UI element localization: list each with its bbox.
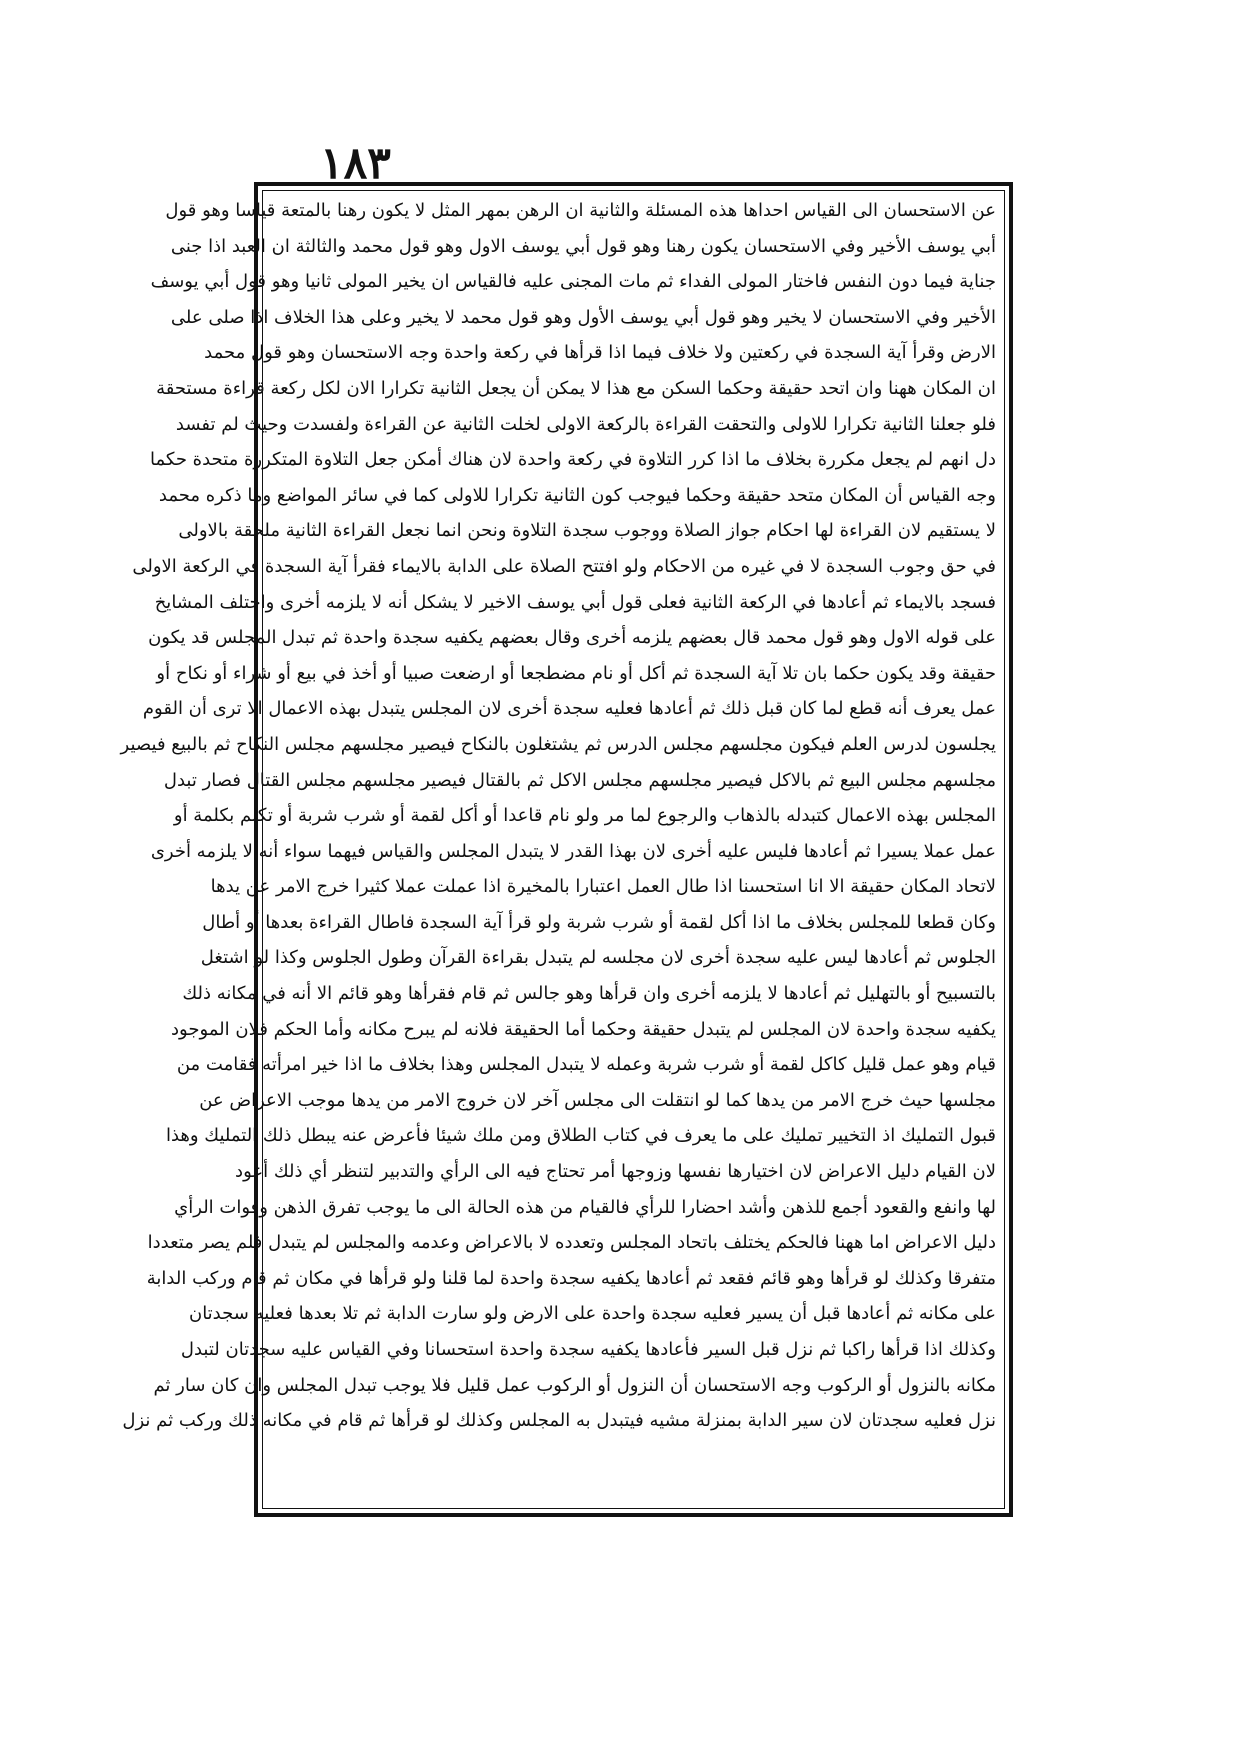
text-line: لاتحاد المكان حقيقة الا انا استحسنا اذا طال العمل اعتبارا بالمخيرة اذا عملت عملا كثيرا خرج الامر عن يدها bbox=[210, 876, 996, 898]
text-line: بالتسبيح أو بالتهليل ثم أعادها لا يلزمه أخرى وان قرأها وهو جالس ثم قام فقرأها وهو قائم الا أنه في مكانه ذلك bbox=[182, 983, 996, 1005]
text-line: فلو جعلنا الثانية تكرارا للاولى والتحقت القراءة بالركعة الاولى لخلت الثانية عن القراءة ولفسدت وحيث لم تفسد bbox=[175, 413, 996, 435]
text-line: عمل يعرف أنه قطع لما كان قبل ذلك ثم أعادها فعليه سجدة أخرى لان المجلس يتبدل بهذه الاعمال الا ترى أن القوم bbox=[142, 698, 996, 720]
text-line: أبي يوسف الأخير وفي الاستحسان يكون رهنا وهو قول أبي يوسف الاول وهو قول محمد والثالثة ان العبد اذا جنى bbox=[170, 235, 996, 257]
text-line: فسجد بالايماء ثم أعادها في الركعة الثانية فعلى قول أبي يوسف الاخير لا يشكل أنه لا يلزمه أخرى واختلف المشايخ bbox=[154, 591, 996, 613]
text-line: حقيقة وقد يكون حكما بان تلا آية السجدة ثم أكل أو نام مضطجعا أو ارضعت صبيا أو أخذ في بيع أو شراء أو نكاح أو bbox=[156, 662, 996, 684]
text-line: مجلسها حيث خرج الامر من يدها كما لو انتقلت الى مجلس آخر لان خروج الامر من يدها موجب الاعراض عن bbox=[199, 1089, 996, 1111]
text-line: نزل فعليه سجدتان لان سير الدابة بمنزلة مشيه فيتبدل به المجلس وكذلك لو قرأها ثم قام في مكانه ذلك وركب ثم نزل bbox=[122, 1410, 996, 1432]
page-number: ١٨٣ bbox=[320, 138, 391, 189]
text-block bbox=[120, 190, 1005, 1509]
text-line: مكانه بالنزول أو الركوب وجه الاستحسان أن النزول أو الركوب عمل قليل فلا يوجب تبدل المجلس وان كان سار ثم bbox=[153, 1374, 996, 1396]
text-line: ان المكان ههنا وان اتحد حقيقة وحكما السكن مع هذا لا يمكن أن يجعل الثانية تكرارا الان لكل ركعة قراءة مستحقة bbox=[156, 377, 996, 399]
text-line: وكذلك اذا قرأها راكبا ثم نزل قبل السير فأعادها يكفيه سجدة واحدة استحسانا وفي القياس عليه سجدتان لتبدل bbox=[180, 1339, 996, 1360]
text-line: قبول التمليك اذ التخيير تمليك على ما يعرف في كتاب الطلاق ومن ملك شيئا فأعرض عنه يبطل ذلك التمليك وهذا bbox=[165, 1125, 996, 1147]
text-line: الجلوس ثم أعادها ليس عليه سجدة أخرى لان مجلسه لم يتبدل بقراءة القرآن وطول الجلوس وكذا لو اشتغل bbox=[200, 947, 996, 969]
text-line: على قوله الاول وهو قول محمد قال بعضهم يلزمه أخرى وقال بعضهم يكفيه سجدة واحدة ثم تبدل المجلس قد يكون bbox=[148, 627, 996, 649]
text-lines bbox=[120, 193, 996, 1508]
text-line: متفرقا وكذلك لو قرأها وهو قائم فقعد ثم أعادها يكفيه سجدة واحدة لما قلنا ولو قرأها في مكان ثم قام وركب الدابة bbox=[146, 1267, 996, 1289]
text-line: دليل الاعراض اما ههنا فالحكم يختلف باتحاد المجلس وتعدده لا بالاعراض وعدمه والمجلس لم يتبدل فلم يصر متعددا bbox=[147, 1232, 996, 1254]
text-line: المجلس بهذه الاعمال كتبدله بالذهاب والرجوع لما مر ولو نام قاعدا أو أكل لقمة أو شرب شربة أو تكلم بكلمة أو bbox=[173, 805, 996, 827]
text-line: وجه القياس أن المكان متحد حقيقة وحكما فيوجب كون الثانية تكرارا للاولى كما في سائر المواضع وما ذكره محمد bbox=[158, 484, 996, 506]
text-line: لا يستقيم لان القراءة لها احكام جواز الصلاة ووجوب سجدة التلاوة ونحن انما نجعل القراءة الثانية ملحقة بالاولى bbox=[178, 520, 996, 542]
text-line: دل انهم لم يجعل مكررة بخلاف ما اذا كرر التلاوة في ركعة واحدة لان هناك أمكن جعل التلاوة المتكررة متحدة حكما bbox=[150, 449, 996, 471]
text-line: الارض وقرأ آية السجدة في ركعتين ولا خلاف فيما اذا قرأها في ركعة واحدة وجه الاستحسان وهو قول محمد bbox=[204, 342, 996, 364]
text-line: لان القيام دليل الاعراض لان اختيارها نفسها وزوجها أمر تحتاج فيه الى الرأي والتدبير لتنظر أي ذلك أعود bbox=[235, 1161, 996, 1183]
text-line: الأخير وفي الاستحسان لا يخير وهو قول أبي يوسف الأول وهو قول محمد لا يخير وعلى هذا الخلاف اذا صلى على bbox=[170, 306, 996, 328]
text-line: وكان قطعا للمجلس بخلاف ما اذا أكل لقمة أو شرب شربة ولو قرأ آية السجدة فاطال القراءة بعدها أو أطال bbox=[202, 911, 996, 933]
text-line: مجلسهم مجلس البيع ثم بالاكل فيصير مجلسهم مجلس الاكل ثم بالقتال فيصير مجلسهم مجلس القتال فصار تبدل bbox=[163, 769, 996, 791]
text-line: يجلسون لدرس العلم فيكون مجلسهم مجلس الدرس ثم يشتغلون بالنكاح فيصير مجلسهم مجلس النكاح ثم بالبيع فيصير bbox=[120, 733, 996, 755]
text-line: لها وانفع والقعود أجمع للذهن وأشد احضارا للرأي فالقيام من هذه الحالة الى ما يوجب تفرق الذهن وفوات الرأي bbox=[174, 1196, 996, 1218]
text-line: عمل عملا يسيرا ثم أعادها فليس عليه أخرى لان بهذا القدر لا يتبدل المجلس والقياس فيهما سواء أنه لا يلزمه أخرى bbox=[150, 840, 996, 862]
text-line: قيام وهو عمل قليل كاكل لقمة أو شرب شربة وعمله لا يتبدل المجلس وهذا بخلاف ما اذا خير امرأته فقامت من bbox=[176, 1054, 996, 1076]
text-line: عن الاستحسان الى القياس احداها هذه المسئلة والثانية ان الرهن بمهر المثل لا يكون رهنا بالمتعة قياسا وهو قول bbox=[165, 200, 996, 221]
text-line: يكفيه سجدة واحدة لان المجلس لم يتبدل حقيقة وحكما أما الحقيقة فلانه لم يبرح مكانه وأما الحكم فلان الموجود bbox=[171, 1018, 996, 1040]
text-line: جناية فيما دون النفس فاختار المولى الفداء ثم مات المجنى عليه فالقياس ان يخير المولى ثانيا وهو قول أبي يوسف bbox=[150, 271, 996, 293]
text-line: على مكانه ثم أعادها قبل أن يسير فعليه سجدة واحدة على الارض ولو سارت الدابة ثم تلا بعدها فعليه سجدتان bbox=[188, 1303, 996, 1325]
text-line: في حق وجوب السجدة لا في غيره من الاحكام ولو افتتح الصلاة على الدابة بالايماء فقرأ آية السجدة في الركعة الاولى bbox=[132, 555, 996, 577]
